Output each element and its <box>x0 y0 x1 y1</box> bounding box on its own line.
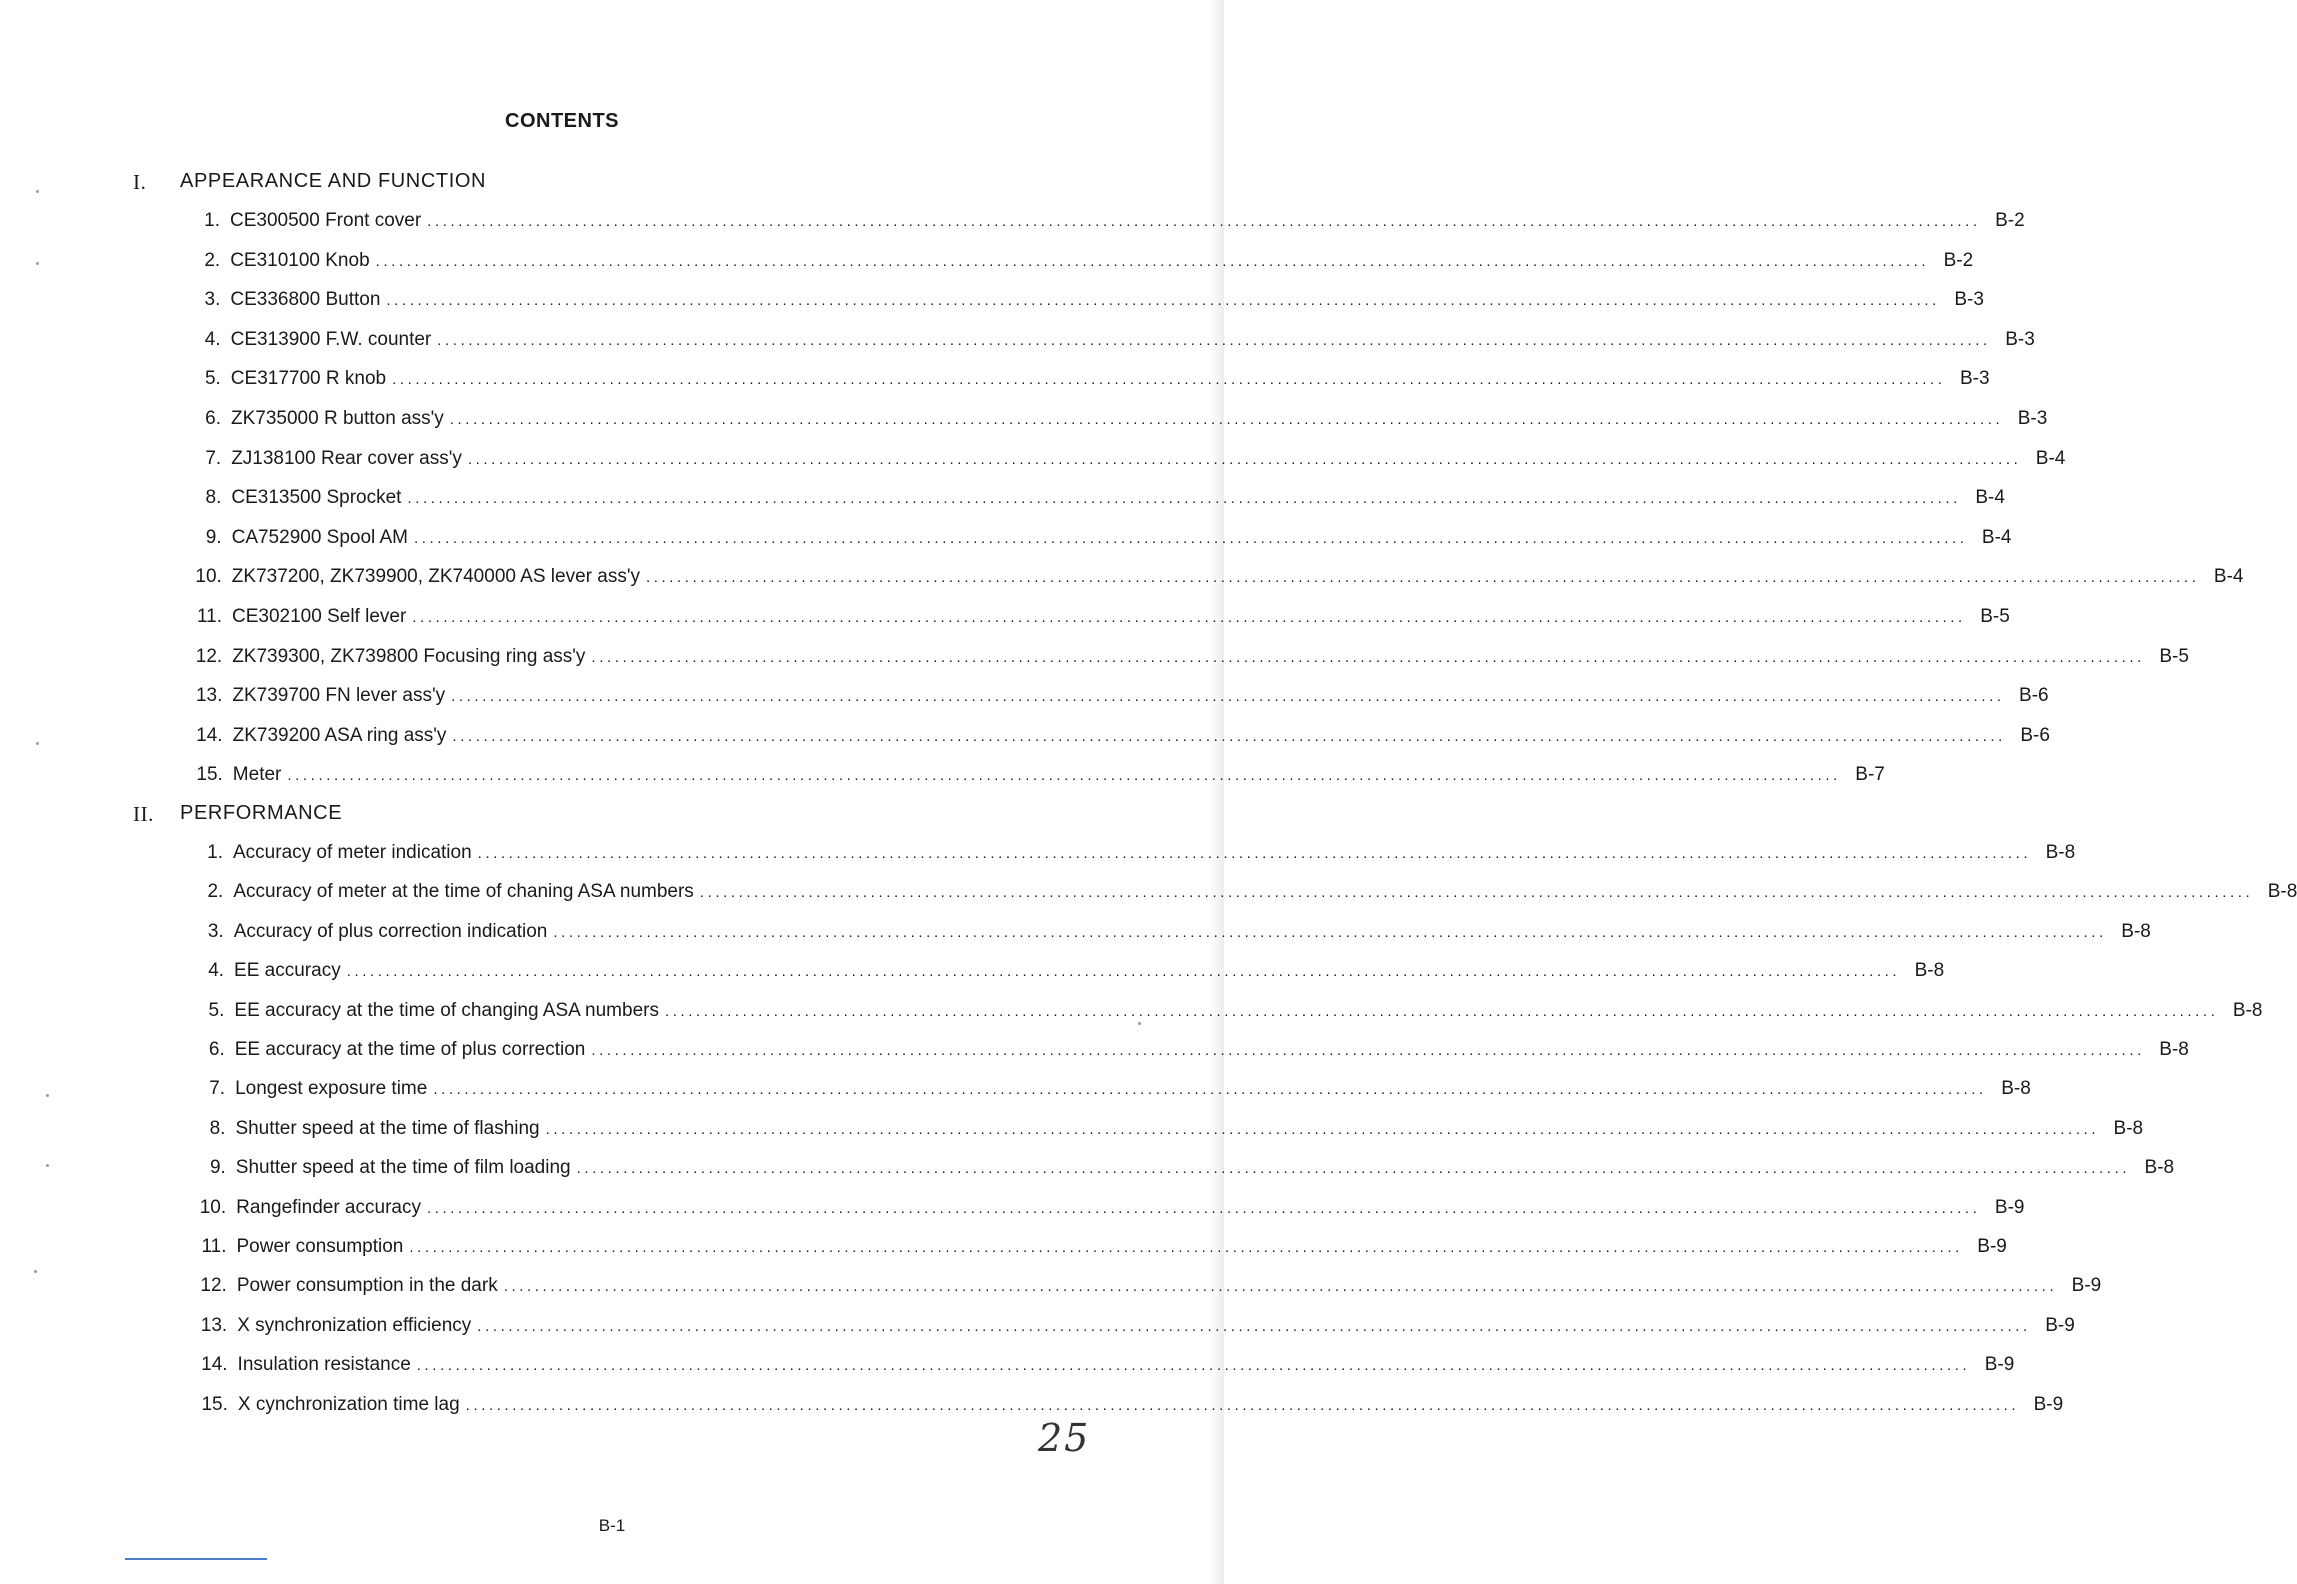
toc-entry-page: B-4 <box>1981 526 2012 548</box>
scan-speck <box>46 1164 49 1167</box>
toc-entry-title: EE accuracy <box>234 960 341 982</box>
toc-entry <box>184 960 1945 986</box>
toc-entry <box>181 408 2048 434</box>
dot-leader: ........................................................................................................................................................................................................ <box>407 490 1961 508</box>
toc-entry <box>180 249 1974 276</box>
toc-entry <box>180 289 1984 315</box>
toc-entry-page: B-8 <box>2121 920 2151 942</box>
dot-leader: ........................................................................................................................................................................................................ <box>467 450 2022 468</box>
toc-entry-number: 11. <box>201 1236 227 1257</box>
toc-entry-number: 7. <box>205 447 222 469</box>
dot-leader: ........................................................................................................................................................................................................ <box>477 845 2032 862</box>
toc-entry-page: B-3 <box>2017 408 2048 429</box>
toc-entry-title: CE317700 R knob <box>230 368 387 390</box>
toc-entry-title: Accuracy of plus correction indication <box>233 920 548 942</box>
toc-entry-page: B-5 <box>1980 606 2010 627</box>
toc-entry-page: B-8 <box>1914 960 1945 982</box>
toc-entry-title: CE302100 Self lever <box>232 606 407 627</box>
toc-entry <box>186 1157 2175 1183</box>
dot-leader: ........................................................................................................................................................................................................ <box>427 213 1981 230</box>
toc-entry-title: X cynchronization time lag <box>237 1393 460 1415</box>
toc-entry-number: 4. <box>204 328 221 350</box>
toc-entry-page: B-8 <box>2232 999 2263 1021</box>
toc-entry-page: B-9 <box>1977 1236 2007 1257</box>
toc-entry <box>181 328 2035 355</box>
toc-entry-page: B-3 <box>1960 368 1990 390</box>
toc-entry-title: Power consumption in the dark <box>236 1275 498 1297</box>
page-edge-shadow <box>1210 0 1224 1584</box>
toc-entry-title: CE336800 Button <box>230 289 381 311</box>
toc-entry-number: 15. <box>196 764 223 786</box>
toc-entry <box>180 210 2025 236</box>
toc-entry-page: B-7 <box>1855 764 1885 786</box>
dot-leader: ........................................................................................................................................................................................................ <box>645 569 2200 587</box>
toc-entry-title: CE300500 Front cover <box>230 210 422 231</box>
toc-entry-page: B-9 <box>1984 1354 2015 1376</box>
toc-entry-number: 9. <box>205 526 222 548</box>
scan-speck <box>36 262 39 265</box>
toc-entry-number: 13. <box>200 1314 228 1336</box>
bottom-blue-rule <box>125 1558 267 1560</box>
toc-entry-page: B-6 <box>2020 724 2050 746</box>
toc-entry-title: CE313500 Sprocket <box>231 487 402 509</box>
toc-entry <box>182 606 2010 632</box>
toc-entry-number: 11. <box>196 606 222 627</box>
dot-leader: ........................................................................................................................................................................................................ <box>664 1002 2219 1020</box>
toc-entry-page: B-8 <box>2267 881 2297 903</box>
toc-entry-number: 12. <box>200 1275 227 1297</box>
toc-entry-title: X synchronization efficiency <box>237 1314 472 1336</box>
toc-entry-title: Accuracy of meter at the time of chaning ASA numbers <box>233 881 694 903</box>
toc-entry <box>185 1039 2189 1065</box>
toc-entry-number: 10. <box>195 566 222 588</box>
toc-entry-number: 7. <box>209 1078 226 1100</box>
toc-entry-number: 1. <box>204 210 220 231</box>
toc-entry-title: Accuracy of meter indication <box>233 842 472 863</box>
dot-leader: ........................................................................................................................................................................................................ <box>465 1396 2020 1414</box>
toc-entry-title: Shutter speed at the time of film loading <box>235 1157 571 1179</box>
toc-entry-title: EE accuracy at the time of plus correction <box>234 1039 586 1060</box>
toc-entry-number: 8. <box>205 487 222 509</box>
toc-entry-number: 3. <box>204 289 221 311</box>
toc-entry-number: 14. <box>196 724 223 746</box>
toc-entry-number: 14. <box>201 1354 228 1376</box>
toc-entry-title: CE313900 F.W. counter <box>230 328 432 350</box>
toc-entry-number: 2. <box>207 881 224 903</box>
toc-entry-page: B-3 <box>1954 289 1984 311</box>
toc-entry-number: 5. <box>208 999 225 1021</box>
section-heading-appearance <box>133 170 486 195</box>
toc-entry-page: B-8 <box>2045 842 2076 863</box>
page-title: CONTENTS <box>505 110 619 132</box>
footer-page-number: B-1 <box>598 1516 626 1535</box>
dot-leader: ........................................................................................................................................................................................................ <box>412 609 1966 626</box>
toc-entry-title: Rangefinder accuracy <box>236 1196 421 1218</box>
toc-entry-number: 8. <box>209 1117 226 1139</box>
toc-entry-title: ZK739300, ZK739800 Focusing ring ass'y <box>232 645 586 667</box>
toc-entry-number: 1. <box>207 842 223 863</box>
scan-speck <box>36 742 39 745</box>
toc-entry-title: ZK739200 ASA ring ass'y <box>232 724 447 746</box>
toc-entry-number: 9. <box>209 1157 226 1179</box>
toc-entry-title: Shutter speed at the time of flashing <box>235 1117 540 1139</box>
toc-entry <box>184 920 2151 947</box>
toc-entry-title: ZK735000 R button ass'y <box>231 408 444 429</box>
toc-entry-title: CE310100 Knob <box>230 249 370 271</box>
toc-entry-number: 4. <box>208 960 225 982</box>
toc-entry <box>183 724 2050 751</box>
toc-entry-page: B-5 <box>2159 645 2189 667</box>
scan-speck <box>46 1094 49 1097</box>
toc-entry <box>182 526 2012 553</box>
dot-leader: ........................................................................................................................................................................................................ <box>433 1081 1987 1099</box>
toc-entry-page: B-4 <box>2035 447 2066 469</box>
toc-entry-page: B-8 <box>2144 1157 2175 1179</box>
toc-entry <box>188 1354 2015 1380</box>
toc-entry-page: B-9 <box>2033 1393 2064 1415</box>
dot-leader: ........................................................................................................................................................................................................ <box>451 688 2005 706</box>
dot-leader: ........................................................................................................................................................................................................ <box>591 648 2145 666</box>
toc-entry-number: 10. <box>199 1196 227 1218</box>
toc-entry <box>187 1314 2075 1341</box>
page-footer <box>0 1516 1224 1536</box>
toc-entry-page: B-9 <box>2045 1314 2075 1336</box>
dot-leader: ........................................................................................................................................................................................................ <box>553 923 2107 941</box>
toc-entry-number: 2. <box>204 249 221 271</box>
toc-entry <box>188 1393 2064 1420</box>
dot-leader: ........................................................................................................................................................................................................ <box>477 1317 2031 1335</box>
toc-entry-page: B-6 <box>2019 685 2049 707</box>
scan-speck <box>1138 1022 1141 1025</box>
dot-leader: ........................................................................................................................................................................................................ <box>375 252 1930 270</box>
toc-entry-number: 12. <box>195 645 223 667</box>
toc-entry-page: B-4 <box>1975 487 2005 509</box>
toc-entry-number: 6. <box>205 408 221 429</box>
toc-entry-page: B-8 <box>2159 1039 2189 1060</box>
toc-entry-number: 3. <box>207 920 224 942</box>
toc-entry <box>187 1236 2007 1262</box>
toc-entry-title: ZK737200, ZK739900, ZK740000 AS lever ass'y <box>231 566 640 588</box>
dot-leader: ........................................................................................................................................................................................................ <box>346 963 1901 981</box>
toc-entry-title: ZK739700 FN lever ass'y <box>232 685 446 707</box>
dot-leader: ........................................................................................................................................................................................................ <box>386 292 1940 310</box>
toc-entry <box>186 1196 2025 1223</box>
section-title: APPEARANCE AND FUNCTION <box>180 170 487 192</box>
dot-leader: ........................................................................................................................................................................................................ <box>576 1160 2131 1178</box>
scan-speck <box>34 1270 37 1273</box>
toc-entry-title: ZJ138100 Rear cover ass'y <box>231 447 462 469</box>
toc-entry-page: B-8 <box>2113 1117 2144 1139</box>
toc-entry <box>184 999 2263 1026</box>
scan-speck <box>36 190 39 193</box>
dot-leader: ........................................................................................................................................................................................................ <box>452 727 2006 745</box>
dot-leader: ........................................................................................................................................................................................................ <box>699 884 2254 902</box>
toc-entry-title: Power consumption <box>236 1236 404 1257</box>
dot-leader: ........................................................................................................................................................................................................ <box>409 1239 1963 1256</box>
toc-entry-number: 6. <box>208 1039 225 1060</box>
section-numeral: II. <box>133 802 155 826</box>
toc-entry <box>182 566 2244 592</box>
dot-leader: ........................................................................................................................................................................................................ <box>414 529 1968 547</box>
toc-entry-page: B-2 <box>1995 210 2025 231</box>
toc-entry-page: B-8 <box>2001 1078 2031 1100</box>
section-numeral: I. <box>133 170 147 194</box>
toc-entry <box>181 368 1990 394</box>
toc-entry <box>183 881 2297 907</box>
dot-leader: ........................................................................................................................................................................................................ <box>449 411 2004 428</box>
toc-entry <box>182 685 2049 711</box>
toc-entry-page: B-2 <box>1943 249 1974 271</box>
dot-leader: ........................................................................................................................................................................................................ <box>591 1042 2145 1059</box>
handwritten-page-mark: 25 <box>1038 1416 1091 1460</box>
dot-leader: ........................................................................................................................................................................................................ <box>503 1278 2058 1296</box>
toc-entry <box>187 1275 2102 1301</box>
toc-entry <box>185 1117 2144 1144</box>
toc-entry-page: B-4 <box>2213 566 2244 588</box>
toc-entry-page: B-3 <box>2005 328 2035 350</box>
toc-entry-page: B-9 <box>1994 1196 2025 1218</box>
dot-leader: ........................................................................................................................................................................................................ <box>545 1120 2100 1138</box>
toc-entry-title: Meter <box>232 764 282 786</box>
dot-leader: ........................................................................................................................................................................................................ <box>287 767 1841 785</box>
toc-entry <box>181 447 2066 474</box>
toc-entry-page: B-9 <box>2071 1275 2102 1297</box>
toc-entry <box>183 764 1885 790</box>
section-title: PERFORMANCE <box>180 802 343 824</box>
toc-entry <box>181 487 2005 513</box>
toc-entry-title: EE accuracy at the time of changing ASA numbers <box>234 999 659 1021</box>
toc-entry-title: Insulation resistance <box>237 1354 411 1376</box>
toc-entry <box>182 645 2189 672</box>
toc-entry-title: Longest exposure time <box>235 1078 428 1100</box>
toc-entry-title: CA752900 Spool AM <box>231 526 408 548</box>
dot-leader: ........................................................................................................................................................................................................ <box>416 1357 1971 1375</box>
dot-leader: ........................................................................................................................................................................................................ <box>426 1199 1981 1217</box>
section-heading-performance <box>133 802 342 827</box>
toc-entry-number: 5. <box>204 368 221 390</box>
toc-entry-number: 15. <box>201 1393 228 1415</box>
toc-entry <box>185 1078 2031 1104</box>
toc-entry <box>183 842 2076 868</box>
dot-leader: ........................................................................................................................................................................................................ <box>392 371 1946 389</box>
toc-entry-number: 13. <box>195 685 223 707</box>
dot-leader: ........................................................................................................................................................................................................ <box>437 331 1991 349</box>
